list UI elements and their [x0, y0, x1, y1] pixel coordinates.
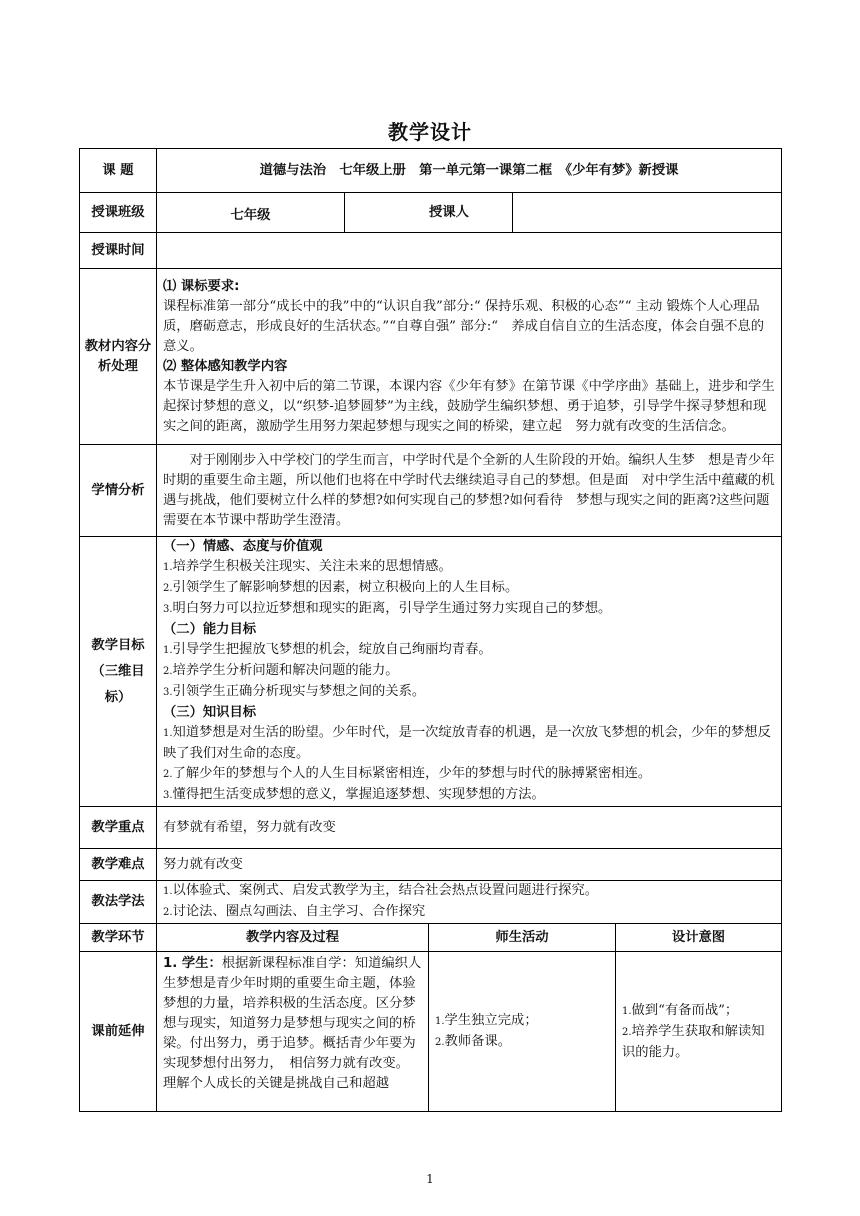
pre-class-row — [80, 952, 782, 1112]
material-standard-text: 课程标准第一部分“成长中的我”中的“认识自我”部分:“ 保持乐观、积极的心态”“ 主动 锻炼个人心理品质，磨砺意志，形成良好的生活状态。”“自尊自强” 部分:“ 养成自信自立的生活态度，体会自强不息的意义。 — [163, 298, 765, 354]
stage-intent-header: 设计意图 — [616, 924, 782, 952]
material-row — [80, 269, 782, 445]
goals-ability-item: 1.引导学生把握放飞梦想的机会，绽放自己绚丽均青春。 — [163, 642, 492, 657]
course-label: 课 题 — [80, 149, 157, 193]
goals-label: 教学目标（三维目标） — [80, 537, 157, 807]
goals-emotion-item: 2.引领学生了解影响梦想的因素，树立积极向上的人生目标。 — [163, 580, 519, 595]
time-value — [157, 233, 782, 269]
course-value: 道德与法治 七年级上册 第一单元第一课第二框 《少年有梦》新授课 — [157, 149, 782, 193]
time-row — [80, 233, 782, 269]
pre-class-lead: 1. 学生： — [163, 956, 222, 971]
goals-emotion-item: 3.明白努力可以拉近梦想和现实的距离，引导学生通过努力实现自己的梦想。 — [163, 601, 612, 616]
teacher-value — [513, 193, 782, 233]
class-label: 授课班级 — [80, 193, 157, 233]
goals-section-knowledge: （三）知识目标 — [163, 705, 257, 720]
key-row — [80, 807, 782, 849]
document-title: 教学设计 — [388, 120, 472, 144]
page-number: 1 — [426, 1172, 434, 1186]
material-content-text: 本节课是学生升入初中后的第二节课，本课内容《少年有梦》在第节课《中学序曲》基础上，进步和学生起探讨梦想的意义，以“织梦-追梦圆梦”为主线，鼓励学生编织梦想、勇于追梦，引导学牛探寻梦想和现实之间的距离，激励学生用努力架起梦想与现实之间的桥梁，建立起 努力就有改变的生活信念。 — [163, 378, 775, 434]
methods-item: 1.以体验式、案例式、启发式教学为主，结合社会热点设置问题进行探究。 — [163, 883, 599, 898]
material-heading-content: ⑵ 整体感知教学内容 — [163, 358, 288, 374]
class-value: 七年级 — [157, 193, 345, 233]
stage-content-header: 教学内容及过程 — [157, 924, 429, 952]
goals-ability-item: 3.引领学生正确分析现实与梦想之间的关系。 — [163, 684, 426, 699]
goals-ability-item: 2.培养学生分析问题和解决问题的能力。 — [163, 663, 399, 678]
goals-emotion-item: 1.培养学生积极关注现实、关注未来的思想情感。 — [163, 559, 452, 574]
difficult-label: 教学难点 — [80, 849, 157, 881]
methods-item: 2.讨论法、圈点勾画法、自主学习、合作探究 — [163, 904, 426, 919]
pre-class-intent: 1.做到“有备而战”； — [622, 1002, 739, 1018]
pre-class-intent: 2.培养学生获取和解读知识的能力。 — [622, 1023, 765, 1060]
methods-label: 教法学法 — [80, 881, 157, 924]
teacher-label: 授课人 — [345, 193, 513, 233]
stage-header-row — [80, 924, 782, 952]
goals-knowledge-item: 3.懂得把生活变成梦想的意义，掌握追逐梦想、实现梦想的方法。 — [163, 787, 545, 802]
goals-knowledge-item: 1.知道梦想是对生活的盼望。少年时代，是一次绽放青春的机遇，是一次放飞梦想的机会，少年的梦想反映了我们对生命的态度。 — [163, 725, 771, 761]
course-row — [80, 149, 782, 193]
students-row — [80, 445, 782, 537]
pre-class-activity: 1.学生独立完成； — [435, 1012, 538, 1028]
time-label: 授课时间 — [80, 233, 157, 269]
key-value: 有梦就有希望，努力就有改变 — [157, 807, 782, 849]
pre-class-activity: 2.教师备课。 — [435, 1033, 512, 1049]
class-row — [80, 193, 782, 233]
key-label: 教学重点 — [80, 807, 157, 849]
goals-row — [80, 537, 782, 807]
students-text: 对于刚刚步入中学校门的学生而言，中学时代是个全新的人生阶段的开始。编织人生梦 想是青少年时期的重要生命主题，所以他们也将在中学时代去继续追寻自己的梦想。但是面 对中学生活中蕴藏的机遇与挑战，他们要树立什么样的梦想?如何实现自己的梦想?如何看待 梦想与现实之间的距离?这些问题需要在本节课中帮助学生澄清。 — [163, 452, 775, 528]
stage-activity-header: 师生活动 — [429, 924, 616, 952]
pre-class-content: 根据新课程标准自学：知道编织人生梦想是青少年时期的重要生命主题，体验梦想的力量，培养积极的生活态度。区分梦想与现实，知道努力是梦想与现实之间的桥梁。付出努力，勇于追梦。概括青少年要为实现梦想付出努力， 相信努力就有改变。理解个人成长的关键是挑战自己和超越 — [163, 956, 422, 1091]
difficult-value: 努力就有改变 — [157, 849, 782, 881]
goals-knowledge-item: 2.了解少年的梦想与个人的人生目标紧密相连，少年的梦想与时代的脉搏紧密相连。 — [163, 766, 652, 781]
students-label: 学情分析 — [80, 445, 157, 537]
methods-row — [80, 881, 782, 924]
stage-label: 教学环节 — [80, 924, 157, 952]
pre-class-label: 课前延伸 — [80, 952, 157, 1112]
lesson-plan-table — [79, 148, 782, 1112]
goals-section-ability: （二）能力目标 — [163, 622, 257, 637]
material-heading-standard: ⑴ 课标要求: — [163, 278, 240, 294]
goals-section-emotion: （一）情感、态度与价值观 — [163, 539, 323, 554]
material-label: 教材内容分析处理 — [80, 269, 157, 445]
difficult-row — [80, 849, 782, 881]
